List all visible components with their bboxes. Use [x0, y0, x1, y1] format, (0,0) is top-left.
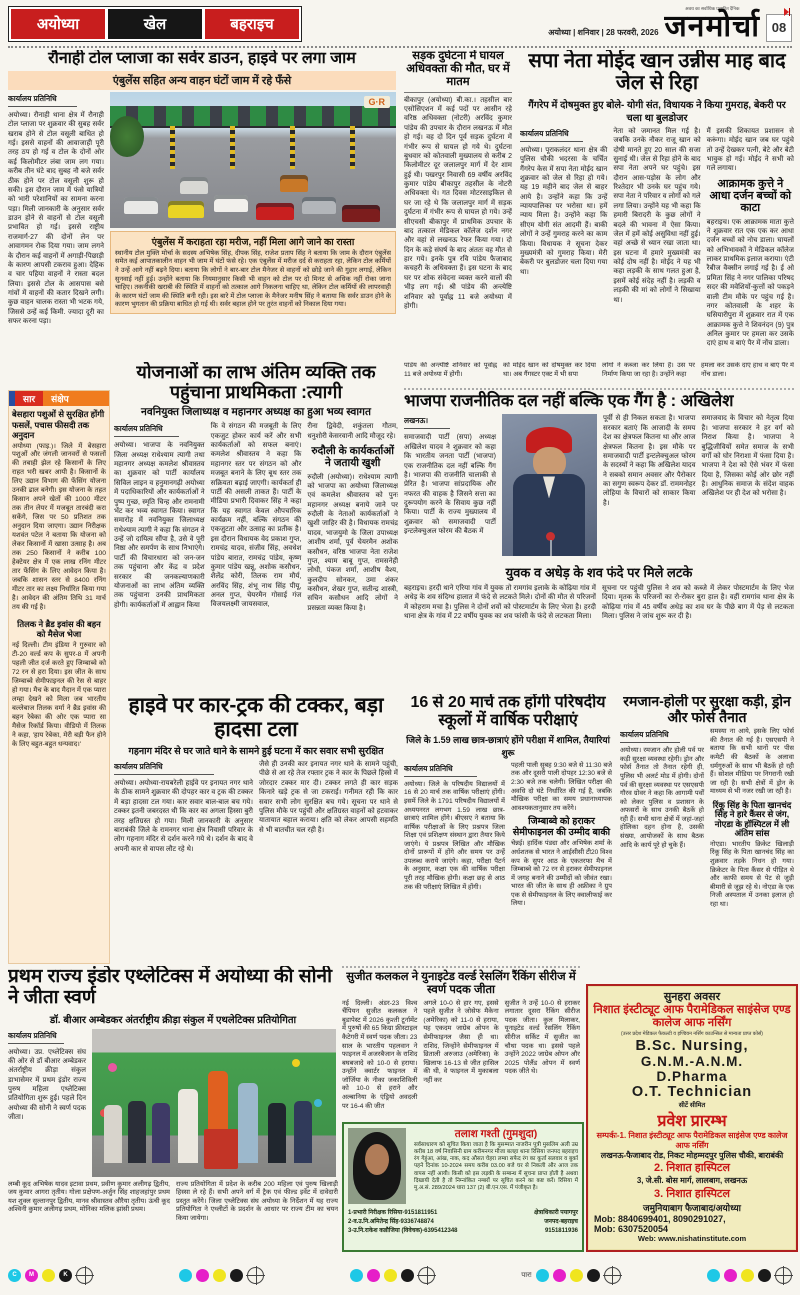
- cmyk-marks: [8, 1267, 93, 1284]
- ad-course: O.T. Technician: [631, 1084, 753, 1101]
- dateline: लखनऊ।: [404, 416, 450, 429]
- car: [124, 197, 158, 214]
- person: [104, 1105, 122, 1163]
- article-athletics: [8, 966, 338, 1256]
- missing-person-box: [342, 1122, 584, 1252]
- body-text: बीकापुर (अयोध्या) बी.का.। तहसील बार एसोसिएशन में कई पदों पर आसीन रहे वरिष्ठ अधिवक्ता (नोटरी) अरविंद कुमार पांडेय की उपचार के दौरान लखनऊ में मौत हो गई। वह दो दिन पूर्व सड़क दुर्घटना में गंभीर रूप से घायल हो गये थे। दुर्घटना बुधवार को कोतवाली मुख्यालय से करीब 2 किलोमीटर दूर जलालपुर मार्ग में देर शाम हुई थी। पखरपुर निवासी 69 वर्षीय अरविंद कुमार पांडेय बीकापुर तहसील के नोटरी अधिवक्ता थे। गत दिवस मोटरसाइकिल से घर जा रहे थे कि जलालपुर मार्ग में सड़क दुर्घटना में गंभीर रूप से घायल हो गये। उन्हें सीएचसी बीकापुर में प्राथमिक उपचार के बाद तत्काल मेडिकल कॉलेज दर्शन नगर और वहां से लखनऊ रेफर किया गया। दो दिन के कड़े संघर्ष के बाद अंततः वह मौत से हार गये। इनके पुत्र रवि पांडेय फैजाबाद कचहरी के अधिवक्ता हैं। इस घटना के बाद घर पर शोक संवेदना व्यक्त करने वालों की भीड़ लग गई। श्री पांडेय की अन्त्येष्टि शनिवार को पूर्वाह्न 11 बजे अयोध्या में होगी।: [404, 96, 512, 310]
- car: [180, 177, 208, 194]
- photo-logo: G·R: [364, 96, 391, 108]
- body-col: नई दिल्ली। अंडर-23 विश्व चैंपियन सुजीत कलकल ने बुडापेस्ट में 2026 कुश्ती टूर्नामेंट में पुरुषों की 65 किग्रा फ्रीस्टाइल कैटेगरी में स्वर्ण पदक जीता। 23 साल के भारतीय पहलवान ने फाइनल में अजरबैजान के राशिद बघबजादे को 10-0 से हराया। उन्होंने क्वार्टर फाइनल में जॉर्जिया के नीका जकाशिविली को 10-0 से हराने और अल्बानिया के एंड्रियो अवदली पर 16-4 की जीत: [342, 999, 418, 1110]
- ad-tagline: सुनहरा अवसर: [663, 991, 721, 1003]
- body-col: समाजवादी पार्टी (सपा) अध्यक्ष अखिलेश यादव ने शुक्रवार को कहा कि भारतीय जनता पार्टी (भाजपा) एक राजनीतिक दल नहीं बल्कि गैंग है। भाजपा की राजनीति चालाकी से प्रेरित है। भाजपा सांप्रदायिक और नफरत की वाहक है जिसने सत्ता का दुरूपयोग करने के सिवाय कुछ नहीं किया। पार्टी के राज्य मुख्यालय में शुक्रवार को समाजवादी पार्टी इन्टलेक्चुअल फोरम की बैठक में: [404, 434, 496, 536]
- headline: योजनाओं का लाभ अंतिम व्यक्ति तक पहुंचाना प्राथमिकता :त्यागी: [136, 362, 376, 403]
- continuation-text: हमला कर उसके दाएं हाथ व बाएं पैर में नोंच डाला।: [701, 362, 794, 378]
- car: [168, 201, 204, 218]
- person: [238, 1083, 258, 1163]
- body-col: रीना द्विवेदी, शकुंतला गौतम, धनुशोरी केसरवानी आदि मौजूद रहे।: [307, 423, 398, 440]
- mark-label: पार!: [521, 1271, 532, 1279]
- headline: रमजान-होली पर सुरक्षा कड़ी, ड्रोन और फोर्स तैनात: [623, 694, 791, 725]
- paper-title-block: [665, 6, 760, 42]
- byline: कार्यालय प्रतिनिधि: [520, 129, 583, 142]
- byline: कार्यालय प्रतिनिधि: [114, 424, 179, 437]
- crosshair-icon: [418, 1267, 435, 1284]
- body-col: पूर्वी से ही निकल सकता है। भाजपा सरकार बताएं कि आजादी के समय देश का क्षेत्रफल कितना था और आज क्षेत्रफल कितना है। इस मौके पर समाजवादी पार्टी इन्टलेक्चुअल फोरम के सदस्यों ने कहा कि अखिलेश यादव ने सबको समान अवसर और पैरोकार का सगुण स्वरूप देकर डॉ. राममनोहर लोहिया के विचारों को साकार किया है।: [603, 415, 696, 507]
- ad-mobile: Mob: 6307520054: [594, 1224, 669, 1235]
- body-col: नेता को जमानत मिल गई है। जबकि उनके नौकर राजू खान को दोषी मानते हुए 20 साल की सजा सुनाई थी। जेल से रिहा होने के बाद सपा नेता अपने घर पहुंचे। इस दौरान आस-पड़ोस के लोग और रिश्तेदार भी उनके घर पहुंच गये। सपा नेता ने परिवार व लोगों को गले लगा लिया। उन्होंने यह भी कहा कि हमारी बिरादरी के कुछ लोगों ने बदले की भावना में ऐसा किया। जेल में हमें कोई असुविधा नहीं हुई। वहां अच्छे से ध्यान रखा जाता था। इस घटना में हमारे मुख्यमंत्री का कोई दोष नहीं है। मोईद ने यह भी कहा लड़की के साथ गलत हुआ है, इसमें कोई संदेह नहीं है। लड़की व लड़की की मां को लोगों ने सिखाया था।: [613, 127, 701, 304]
- caption-col: लम्बी कूद अभिषेक यादव इटावा प्रथम, प्रवीण कुमार अलीगढ़ द्वितीय, जय कुमार आगरा तृतीय। गोला प्रक्षेपण-अर्जुन सिंह शाहजहांपुर प्रथम यश शुक्ल सुल्तानपुर द्वितीय, मानव श्रीवास्तव औरैया तृतीय। ऊंची कूद अश्विनी कुमार अलीगढ़ प्रथम, मोनिका मलिक झांसी प्रथम।: [8, 1180, 170, 1214]
- body-col: समस्या ना आये, इसके लिए फोर्स की तैनात की गई है। एसएसपी ने बताया कि सभी थानों पर पीस कमेटी की बैठकों के अलावा धर्मगुरुओं के साथ भी बैठकें हो रही हैं। सोशल मीडिया पर निगरानी रखी जा रही है। सभी क्षेत्रों में ड्रोन के माध्यम से भी नजर रखी जा रही है।: [710, 728, 794, 796]
- masthead: [8, 6, 792, 46]
- missing-person-photo: [348, 1128, 406, 1204]
- article-sujeet: [342, 966, 580, 1118]
- headline: रौनाही टोल प्लाजा का सर्वर डाउन, हाइवे पर लगा जाम: [48, 50, 356, 67]
- ad-mobile: Mob: 8840699401, 8090291027,: [594, 1214, 726, 1225]
- body-col: सुजीत ने उन्हें 10-0 से हराकर लगातार दूसरा रैंकिंग सीरीज पदक जीता। कुल मिलाकर, यूनाइटेड वर्ल्ड रेसलिंग रैंकिंग सीरीज सर्किट में सुजीत का चौथा पदक था। इससे पहले उन्होंने 2022 जाग्रेब ओपन और 2025 पोलैंड ओपन में स्वर्ण पदक जीते थे।: [504, 999, 580, 1076]
- caption-col: राज्य प्रतियोगिता में प्रदेश के करीब 200 महिला एवं पुरुष खिलाड़ी हिस्सा ले रहे हैं। सभी अपने वर्ग में ट्रैक एवं फील्ड इवेंट में दावेदारी प्रस्तुत करेंगे। जिला एथ्लेटिक्स संघ अयोध्या के निर्देशन में यह राज्य प्रतियोगिता ने एथ्लीटों के प्रदर्शन के आधार पर राज्य टीम का चयन किया जायेगा।: [176, 1180, 338, 1222]
- body-col: कि वे संगठन की मजबूती के लिए एकजुट होकर कार्य करें और सभी कार्यकर्ताओं को सफल बनाएं। कमलेश श्रीवास्तव ने कहा कि महानगर स्तर पर संगठन को और मजबूत बनाने के लिए बूथ स्तर तक सक्रियता बढ़ाई जाएगी। कार्यकर्ता ही पार्टी की असली ताकत हैं। पार्टी के मीडिया प्रभारी दिवाकर सिंह ने कहा कि यह स्वागत केवल औपचारिक कार्यक्रम नहीं, बल्कि संगठन की एकजुटता और उत्साह का प्रतीक है। इस दौरान विधायक वेद प्रकाश गुप्त, रामचंद्र यादव, संजीव सिंह, अवधेश पांडेय बारात, रामचंद्र पांडेय, कृष्ण कुमार पांडेय खन्नू, अशोक कसौधन, शैलेंद्र कोरी, तिलक राम मौर्य, अरविंद सिंह, शंभू नाथ सिंह पीयू, अनल गुप्त, चेयरमैन गोसाई गंज विजयलक्ष्मी जायसवाल,: [210, 423, 302, 609]
- saar-header: [8, 390, 110, 406]
- ambulance-box: [110, 231, 396, 314]
- cmyk-marks: [179, 1267, 264, 1284]
- car: [256, 203, 294, 220]
- person: [152, 1103, 170, 1163]
- body-col: अयोध्या। रमजान और होली पर्व पर कड़ी सुरक्षा व्यवस्था रहेगी। ड्रोन और फोर्स तैनात तो तैनात रहेगी ही, पुलिस भी अलर्ट मोड में होगी। दोनों पर्व की सुरक्षा व्यवस्था पर एसएसपी गौरव ग्रोवर ने कहा कि आगामी पर्वों को लेकर पुलिस व प्रशासन के अफसरों के साथ उनकी बैठकें हो रही हैं। सभी थाना क्षेत्रों में जहां-जहां होलिका दहन होना है, उसकी संख्या, आयोजकों के साथ बैठक आदि के कार्य पूरे हो चुके हैं।: [620, 747, 704, 849]
- car: [342, 205, 380, 222]
- yellow-dot: [42, 1269, 55, 1282]
- cmyk-marks: [350, 1267, 435, 1284]
- byline: कार्यालय प्रतिनिधि: [404, 764, 477, 777]
- body-text: अयोध्या (फाइ.)। जिले में बेसहारा पशुओं और जंगली जानवरों से फसलों की तबाही झेल रहे किसानों के लिए राहत भरी खबर आयी है। किसानों के लिए उद्यान विभाग की फेंसिंग योजना उनकी ढाल बनेगी। इस योजना के तहत किसान अपने खेतों की 1000 मीटर तक तीन लेयर में मजबूत तारबंदी करा सकेंगे, जिस पर 50 प्रतिशत तक अनुदान दिया जाएगा। उद्यान निरीक्षक यशवंत पटेल ने बताया कि योजना को लेकर किसानों में खासा उत्साह है। अब तक 250 किसानों ने करीब 100 हेक्टेयर क्षेत्र में एक लाख रनिंग मीटर तार फेंसिंग के लिए आवेदन किया है। जबकि शासन स्तर से 8400 रनिंग मीटर तार का लक्ष्य निर्धारित किया गया है। आवेदन की अंतिम तिथि 31 मार्च तय की गई है।: [12, 442, 106, 611]
- headline-zimbabwe: जिम्बाब्वे को हराकर सेमीफाइनल की उम्मीद बाकी: [512, 816, 611, 838]
- missing-title: तलाश गश्ती (गुमशुदा): [454, 1128, 538, 1140]
- headline-tilak: तिलक ने ब्रैड इवांस की बहन को मैसेज भेजा: [17, 618, 101, 640]
- headline-rudauli: रुदौली के कार्यकर्ताओं ने जतायी खुशी: [311, 445, 395, 469]
- body-col: अगले 10-0 से हार गए, इससे पहले सुजीत ने जोसेफ मैकेना (अमेरिका) को 11-0 से हराया, यह एकदम जाग्रेब ओपन के सेमीफाइनल जैसा ही था। राशिद, जिन्होंने सेमीफाइनल में व्रिताली अरुजाउ (अमेरिका) के खिलाफ 16-13 से जीत हासिल की थी, वे फाइनल में मुकाबला नहीं कर: [423, 999, 499, 1084]
- article-toll: [8, 50, 396, 384]
- body-col: अयोध्या। अयोध्या-रायबरेली हाईवे पर इनायत नगर थाने के ठीक सामने शुक्रवार की दोपहर कार व ट्रक की टक्कर में बड़ा हादसा टल गया। कार सवार बाल-बाल बच गये। टक्कर इतनी जबरदस्त थी कि कार का अगला हिस्सा बुरी तरह क्षतिग्रस्त हो गया। मिली जानकारी के अनुसार बाराबंकी जिले के रामनगर थाना क्षेत्र निवासी परिवार के लोग गहनाग मंदिर से दर्शन करने गये थे। दर्शन के बाद वे अपनी कार से वापस लौट रहे थे।: [114, 780, 253, 853]
- body-col: अयोध्या। भाजपा के नवनियुक्त जिला अध्यक्ष राधेश्याम त्यागी तथा महानगर अध्यक्ष कमलेश श्रीवास्तव का शुक्रवार को पार्टी कार्यालय सिविल लाइन व हनुमानगढ़ी अयोध्या में पदाधिकारियों और कार्यकर्ताओं ने पुष्प गुच्छ, स्मृति चिन्ह और रामनामी भेंट कर भव्य स्वागत किया। स्वागत समारोह में नवनियुक्त जिलाध्यक्ष राधेश्याम त्यागी ने कहा कि संगठन ने उन्हें जो दायित्व सौंपा है, उसे वे पूरी निष्ठा और समर्पण के साथ निभाएंगे। पार्टी की विचारधारा को जन-जन तक पहुंचाना और केंद्र व प्रदेश सरकार की जनकल्याणकारी योजनाओं का लाभ अंतिम व्यक्ति तक पहुंचाना उनकी प्राथमिकता होगी। कार्यकर्ताओं में आह्वान किया: [114, 442, 205, 609]
- header-rule: [8, 46, 792, 48]
- crosshair-icon: [775, 1267, 792, 1284]
- nursing-college-ad: [586, 984, 798, 1252]
- ad-contact1: सम्पर्कः-1. निशात इंस्टीट्यूट आफ पैरामेडिकल साइंसेज एण्ड कालेज आफ नर्सिंग: [596, 1131, 788, 1151]
- crosshair-icon: [76, 1267, 93, 1284]
- podium-photo: [92, 1029, 336, 1177]
- ad-address3: जमुनियाबाग फैजाबाद/अयोध्या: [642, 1203, 742, 1214]
- subheadline: डॉ. बीआर अम्बेडकर अंतर्राष्ट्रीय क्रीड़ा संकुल में एथलेटिक्स प्रतियोगिता: [49, 1014, 297, 1026]
- sankshep-tag: संक्षेप: [43, 390, 110, 406]
- paper-title: जनमोर्चा: [664, 10, 760, 43]
- article-advocate: [404, 50, 512, 384]
- cyan-dot: C: [8, 1269, 21, 1282]
- headline: सड़क दुर्घटना में घायल अधिवक्ता की मौत, घर में मातम: [404, 50, 512, 93]
- body-col: अयोध्या। पूराकलंदर थाना क्षेत्र की पुलिस चौकी भदरसा के चर्चित गैंगरेप केस में सपा नेता मोईद खान शुक्रवार को जेल से रिहा हो गये। यह 19 महीने बाद जेल से बाहर आये है। उन्होंने कहा कि उन्हें न्यायपालिका पर भरोसा था। हमें न्याय मिला है। उन्होंने कहा कि सीएम योगी संत आदमी हैं। बाकी लोगों ने उन्हें गुमराह करने का काम किया। विधायक ने सूचना देकर मुख्यमंत्री को गुमराह किया। मेरी बेकरी पर बुलडोजर चला दिया गया था।: [520, 146, 608, 276]
- ad-course: G.N.M.-A.N.M.: [640, 1054, 744, 1070]
- officer-phone: 9151811936: [544, 1228, 578, 1234]
- article-highway: [114, 694, 398, 960]
- byline: कार्यालय प्रतिनिधि: [8, 1031, 64, 1044]
- article-dog: [707, 127, 794, 349]
- officer: क्षेत्राधिकारी पयागपुर: [534, 1210, 578, 1216]
- headline: हाइवे पर कार-ट्रक की टक्कर, बड़ा हादसा टला: [128, 694, 384, 741]
- headline: प्रथम राज्य इंडोर एथ्लेटिक्स में अयोध्या की सोनी ने जीता स्वर्ण: [8, 966, 332, 1009]
- continuation-text: लोगों ने कब्जा कर लिया है। उस पर निर्माण किया जा रहा है। उन्होंने कहा: [602, 362, 695, 378]
- byline: कार्यालय प्रतिनिधि: [8, 94, 77, 107]
- headline: सुजीत कलकल ने युनाइटेड वर्ल्ड रेसलिंग रैंकिंग सीरीज में स्वर्ण पदक जीता: [342, 966, 580, 997]
- car: [280, 175, 308, 192]
- continuation-text: पांडेय की अन्त्येष्टि शनिवार को पूर्वाह्न 11 बजे अयोध्या में होगी।: [404, 362, 497, 378]
- magenta-dot: M: [25, 1269, 38, 1282]
- podium-block: [204, 1129, 238, 1169]
- crosshair-icon: [247, 1267, 264, 1284]
- article-exams: [404, 694, 612, 960]
- headline-yuvak: युवक व अधेड़ के शव फंदे पर मिले लटके: [505, 565, 693, 581]
- print-registration-marks: [8, 1262, 792, 1288]
- ad-contact3: 3. निशात हास्पिटल: [654, 1188, 730, 1201]
- headline: सपा नेता मोईद खान उन्नीस माह बाद जेल से रिहा: [528, 50, 786, 95]
- ad-contact2: 2. निशात हास्पिटल: [654, 1162, 730, 1175]
- body-col: जैसे ही उनकी कार इनायत नगर थाने के सामने पहुंची, पीछे से आ रहे तेज रफ्तार ट्रक ने कार के पिछले हिस्से में जोरदार टक्कर मार दी। टक्कर लगते ही कार सड़क किनारे खड़े ट्रक से जा टकराई। गनीमत रही कि कार सवार सभी लोग सुरक्षित बच गये। सूचना पर थाने से पुलिस मौके पर पहुंची और क्षतिग्रस्त वाहनों को हटवाकर यातायात बहाल कराया। क्षति को लेकर आपसी सहमति से भी बातचीत चल रही है।: [259, 761, 398, 834]
- body-text: अयोध्या। रौनाही थाना क्षेत्र में रौनाही टोल प्लाजा पर शुक्रवार की सुबह सर्वर खराब होने से टोल वसूली बाधित हो गई। इससे वाहनों की आवाजाही पूरी तरह ठप हो गई व टोल के दोनों ओर कई किलोमीटर लंबा जाम लग गया। करीब तीन घंटे बाद सुबह नौ बजे सर्वर ठीक होने पर टोल वसूली शुरू हो सकी। इस दौरान जाम में फंसे यात्रियों को भारी परेशानियों का सामना करना पड़ा। मिली जानकारी के अनुसार सर्वर डाउन होने से वाहनों से टोल वसूली प्रभावित हो गई। इससे राष्ट्रीय राजमार्ग-27 की दोनों लेन पर आवागमन रोक दिया गया। जाम लगने के दौरान कई वाहनों में अगाड़ी-पिछाड़ी के कारण आपसी टकराव हुआ। देहिक व चार पहिया वाहनों ने रास्ता बदल लिया। इससे टोल के आसपास बसे गांवों में वाहनों की कतार दिखने लगी। कुछ वाहन चालक रास्ता भी भटक गये, जिससे उन्हें कई किमी. ज्यादा दूरी का सफर करना पड़ा।: [8, 111, 104, 326]
- akhilesh-photo: [502, 414, 597, 556]
- article-moid: [520, 50, 794, 384]
- page-number: 08: [766, 14, 792, 42]
- ad-admission: प्रवेश प्रारम्भ: [657, 1113, 727, 1131]
- article-schemes: [114, 362, 398, 688]
- contact-line: 1-प्रभारी निरीक्षक रिसिया-9151811951: [348, 1210, 438, 1216]
- ad-course: D.Pharma: [656, 1069, 728, 1085]
- sidebar-saar-sankshep: [8, 390, 110, 964]
- body-rudauli: रुदौली (अयोध्या)। राधेश्याम त्यागी को भाजपा का अयोध्या जिलाध्यक्ष एवं कमलेश श्रीवास्तव को पुनः महानगर अध्यक्ष बनाये जाने पर रुदौली के नेताओं कार्यकर्ताओं ने खुशी जाहिर की है। विधायक रामचंद्र यादव, भाजयुमो के जिला उपाध्यक्ष आशीष शर्मा, पूर्व चेयरमैन अशोक कसौधन, वरिष्ठ भाजपा नेता राजेश गुप्त, श्याम बाबू गुप्त, रामसनेही लोधी, पंकज शर्मा, आशीष वैश्य, कुलदीप सोनकर, उमा शंकर कसौधन, शेखर गुप्त, सतीन्द्र शास्त्री, सचिन कसौधन आदि लोगों ने प्रसन्नता व्यक्त किया है।: [307, 473, 398, 612]
- person: [294, 1101, 312, 1163]
- headline: आक्रामक कुत्ते ने आधा दर्जन बच्चों को काटा: [709, 177, 792, 215]
- car: [302, 197, 336, 214]
- masthead-right: [548, 6, 792, 42]
- body-col: अयोध्या। जिले के परिषदीय विद्यालयों में 16 से 20 मार्च तक वार्षिक परीक्षाएं होंगी। इसमें जिले के 1791 परिषदीय विद्यालयों में अध्ययनरत लगभग 1.59 लाख छात्र-छात्राएं शामिल होंगे। बीएसए ने बताया कि वार्षिक परीक्षाओं के लिए प्रश्नपत्र जिला शिक्षा एवं प्रशिक्षण संस्थान द्वारा तैयार किये जाएंगे। ये प्रश्नपत्र लिखित और मौखिक दोनों प्रारूपों में होंगे और समय पर उन्हें उपलब्ध कराये जाएंगे। कहा, परीक्षा पैटर्न के अनुसार, कक्षा एक की वार्षिक परीक्षा पूरी तरह मौखिक होगी। कक्षा छह से आठ तक की परीक्षाएं लिखित में होंगी।: [404, 780, 505, 891]
- saar-tag: सार: [15, 390, 43, 406]
- missing-body: सर्वसाधारण को सूचित किया जाता है कि मुसम्मात नाजरीन पुत्री मुसलिम अली उम्र करीब 18 वर्ष निवासिनी ग्राम करीमनगर मौजा बलहा थाना रिसिया जनपद बहराइच रंग गेहुंआ, आंख, नाक, कद औसत चेहरा लम्बा सफेद रंग का कुर्ता सलवार व बुर्का पहने दिनांक 10-2024 समय करीब 03.00 बजे घर से निकली और आज तक वापस नहीं आयी। किसी को इस लड़की के सम्बन्ध में सूचना प्राप्त होती है अथवा दिखायी देती है तो निम्नांकित नम्बरों पर सूचित करने का कष्ट करें। रिसिया में मु.अ.सं. 289/2024 धारा 137 (2) बी.एन.एस. में पंजीकृत है।: [414, 1142, 578, 1191]
- body-col: समाजवाद के विचार को नेतृत्व दिया है। भाजपा सरकार ने हर वर्ग को निराश किया है। भाजपा ने बुद्धिजीवियों समेत समाज के सभी वर्गों को घोर निराशा में फंसा दिया है। भाजपा ने देश को ऐसे भंवर में फंसा दिया है, जिसका कोई ओर छोर नहीं है। आधुनिक समाज के संदेश वाहक अखिलेश पर ही देश को भरोसा है।: [701, 415, 794, 498]
- headline: भाजपा राजनीतिक दल नहीं बल्कि एक गैंग है : अखिलेश: [404, 392, 734, 410]
- ad-course: B.Sc. Nursing,: [635, 1038, 749, 1055]
- tab-khel: खेल: [108, 9, 202, 39]
- contact-line: 2-व.उ.नि.अमितेन्द्र सिंह-9336748874: [348, 1219, 434, 1225]
- subheadline: गैंगरेप में दोषमुक्त हुए बोले- योगी संत, विधायक ने किया गुमराह, बेकरी पर चला था बुलडोजर: [528, 99, 786, 124]
- body-col: बहराइच। हरदी थाने एरिया गांव में युवक तो रामगांव इलाके के कोढ़िया गांव में अधेड़ के शव संदिग्ध हालात में फंदे से लटकते मिले। दोनों की मौत से परिजनों में कोहराम मचा है। पुलिस ने दोनों शवों को पोस्टमार्टम के लिए भेजा है। हरदी थाना क्षेत्र के गांव में 22 वर्षीय युवक का शव फांसी के फंदे से लटकता मिला।: [404, 585, 596, 621]
- person: [178, 1089, 198, 1163]
- ad-seats: सीटें सीमित: [678, 1102, 706, 1110]
- ad-address2: 3, जे.सी. बोस मार्ग, लालबाग, लखनऊ: [636, 1176, 748, 1186]
- headline: बेसहारा पशुओं से सुरक्षित होंगी फसलें, पचास फीसदी तक अनुदान: [12, 409, 105, 440]
- toll-plaza-photo: [110, 92, 396, 228]
- intro-text: अयोध्या। उप्र. एथ्लेटिक्स संघ की ओर से डॉ बीआर अम्बेडकर अंतर्राष्ट्रीय क्रीड़ा संकुल डाभासेमर में प्रथम इंडोर राज्य पुरुष महिला एथ्लेटिक्स प्रतियोगिता शुरू हुई। पहले दिन अयोध्या की सोनी ने स्वर्ण पदक जीता।: [8, 1048, 86, 1122]
- byline: कार्यालय प्रतिनिधि: [114, 762, 214, 775]
- headline: 16 से 20 मार्च तक होंगी परिषदीय स्कूलों में वार्षिक परीक्षाएं: [410, 694, 606, 729]
- box-body: स्थानीय टोल मुक्ति मोर्चा के सदस्य अभिषेक सिंह, दीपक सिंह, राजेश प्रताप सिंह ने बताया कि जाम के दौरान एंबुलेंस समेत कई आपातकालीन वाहन भी जाम में घंटों फंसे रहे। एक एंबुलेंस में मरीज दर्द से कराहता रहा, लेकिन टोल कर्मियों ने उन्हें आगे नहीं बढ़ने दिया। बताया कि लोगों ने बार-बार टोल मैनेजर से वाहनों को छोड़े जाने की गुहार लगाई, लेकिन सुनवाई नहीं हुई। उन्होंने बताया कि नियमानुसार किसी भी वाहन को टोल पर दो मिनट से अधिक नहीं रोका जाना चाहिए। तकनीकी खराबी की स्थिति में वाहनों को तत्काल आगे निकलना चाहिए था, लेकिन टोल कर्मियों की लापरवाही के कारण घंटों जाम की स्थिति बनी रही। इस बारे में टोल प्लाजा के मैनेजर मनीष सिंह ने बताया कि सर्वर डाउन होने के कारण भुगतान की प्रक्रिया बाधित हो गई थी। सर्वर बहाल होने पर तुरंत वाहनों को निकाल दिया गया।: [115, 249, 391, 309]
- cmyk-marks: [707, 1267, 792, 1284]
- car: [214, 195, 248, 212]
- body-text-tilak: नई दिल्ली। टीम इंडिया ने गुरुवार को टी-20 वर्ल्ड कप के सुपर-8 में अपनी पहली जीत दर्ज करते हुए जिम्बाब्वे को 72 रन से हरा दिया। इस जीत के साथ जिम्बाब्वे सेमीफाइनल की रेस से बाहर हो गया। मैच के बाद मैदान में एक प्यारा लम्हा देखने को मिला जब भारतीय बल्लेबाज तिलक वर्मा ने ब्रैड इवांस की बहन रेबेका की ओर एक प्यारा सा मैसेज रिकॉर्ड किया। वीडियो में तिलक ने कहा, 'हाय रेबेका, मेरी बड़ी फैन होने के लिए बहुत-बहुत धन्यवाद।': [12, 641, 106, 748]
- tab-ayodhya: अयोध्या: [11, 9, 105, 39]
- subheadline: एंबुलेंस सहित अन्य वाहन घंटों जाम में रहे फँसे: [8, 71, 396, 90]
- dateline: अयोध्या | शनिवार | 28 फरवरी, 2026: [548, 28, 659, 37]
- flag-icon: [789, 8, 790, 16]
- contact-line: 3-उ.नि.राकेश कन्नौजिया (विवेचक)-6395412348: [348, 1228, 458, 1234]
- subheadline: जिले के 1.59 लाख छात्र-छात्राएं होंगे परीक्षा में शामिल, तैयारियां शुरू: [406, 734, 610, 758]
- article-ramzan: [620, 694, 794, 960]
- subheadline: गहनाग मंदिर से घर जाते थाने के सामने हुई घटना में कार सवार सभी सुरक्षित: [128, 746, 384, 758]
- black-dot: K: [59, 1269, 72, 1282]
- district: जनपद-बहराइच: [544, 1219, 578, 1225]
- cmyk-marks: [521, 1267, 621, 1284]
- edition-tabs: [8, 6, 302, 42]
- article-akhilesh: [404, 362, 794, 688]
- body-col: सूचना पर पहुंची पुलिस ने शव को कब्जे में लेकर पोस्टमार्टम के लिए भेज दिया। मृतक के परिजनों का रो-रोकर बुरा हाल है। वहीं रामगांव थाना क्षेत्र के कोढ़िया गांव में 45 वर्षीय अधेड़ का शव घर के पीछे बाग में पेड़ से लटकता मिला। पुलिस ने जांच शुरू कर दी है।: [602, 585, 794, 621]
- body-col: मैं इसकी शिकायत प्रशासन से करूंगा। मोईद खान जब घर पहुंचे तो उन्हें देखकर पत्नी, बेटे और बेटी भावुक हो गई। मोईद ने सभी को गले लगाया।: [706, 127, 794, 173]
- continuation-text: को मोईद खान को दोषमुक्त कर दिया था। अब गैंगस्टर एक्ट में भी सपा: [503, 362, 596, 378]
- body-zimbabwe: चेन्नई। हार्दिक पंड्या और अभिषेक शर्मा के अर्धशतक से भारत ने आईसीसी टी20 विश्व कप के सुपर आठ के एकतरफा मैच में जिम्बाब्वे को 72 रन से हराकर सेमीफाइनल में जगह बनाने की उम्मीदों को जीवंत रखा। भारत की जीत के साथ ही अफ्रीका ने ग्रुप एक से सेमीफाइनल के लिए क्वालीफाई कर लिया।: [511, 840, 612, 908]
- ad-website: Web: www.nishatinstitute.com: [637, 1234, 747, 1244]
- ad-accreditation: (उत्तर प्रदेश मेडिकल फैकल्टी व इण्डियन नर्सिंग काउन्सिल से मान्यता प्राप्त कोर्स): [621, 1031, 763, 1038]
- body-col: पहली पाली सुबह 9:30 बजे से 11:30 बजे तक और दूसरी पाली दोपहर 12:30 बजे से 2:30 बजे तक चलेगी। लिखित परीक्षा की अवधि दो घंटे निर्धारित की गई है, जबकि मौखिक परीक्षा का समय प्रधानाध्यापक आवश्यकतानुसार तय करेंगे।: [511, 761, 612, 812]
- ad-institute-name: निशात इंस्टीट्यूट आफ पैरामेडिकल साइंसेज एण्ड कालेज आफ नर्सिंग: [593, 1004, 791, 1030]
- body-text: बहराइच। एक आक्रामक माता कुत्ते ने शुक्रवार रात एक एक कर आधा दर्जन बच्चों को नोच डाला। घायलों को अभिभावकों ने मेडिकल कॉलेज लाकर प्राथमिक इलाज कराया। एंटी रैबीज वैक्सीन लगाई गई है। ई ओ प्रमिता सिंह ने नगर पालिका परिषद सदर की मवेशियों-कुत्तों को पकड़ने वाली टीम मौके पर पहुंच गई है। नगर कोतवाली के शहर के घसियारीपुरा में शुक्रवार रात में एक आक्रामक कुत्ते ने शिवनंदन (9) पुत्र अनिल कुमार पर हमला कर उसके दाएं हाथ व बाएं पैर में नोंच डाला।: [706, 218, 794, 348]
- body-rinku: नोएडा। भारतीय क्रिकेट खिलाड़ी रिंकू सिंह के पिता खानचंद सिंह का शुक्रवार तड़के निधन हो गया। क्रिकेटर के पिता कैंसर से पीड़ित थे और काफी समय से पेट से जुड़ी बीमारी से जूझ रहे थे। नोएडा के एक निजी अस्पताल में उनका इलाज हो रहा था।: [710, 840, 794, 908]
- subheadline: नवनियुक्त जिलाध्यक्ष व महानगर अध्यक्ष का हुआ भव्य स्वागत: [141, 406, 371, 419]
- person: [128, 1101, 146, 1163]
- paper-tagline: अवध का सर्वाधिक प्रसारित दैनिक: [685, 6, 740, 11]
- box-title: एंबुलेंस में कराहता रहा मरीज, नहीं मिला आगे जाने का रास्ता: [151, 236, 355, 248]
- byline: कार्यालय प्रतिनिधि: [620, 730, 680, 743]
- blue-mark: [8, 390, 15, 406]
- tree: [110, 116, 144, 157]
- tab-bahraich: बहराइच: [205, 9, 299, 39]
- crosshair-icon: [604, 1267, 621, 1284]
- person: [268, 1103, 286, 1163]
- headline-rinku: रिंकू सिंह के पिता खानचंद सिंह ने हारे कैंसर से जंग, नोएडा के हॉस्पिटल में ली अंतिम सांस: [712, 799, 792, 839]
- ad-address1: लखनऊ-फैजाबाद रोड, निकट मोहम्मदपुर पुलिस चौकी, बाराबंकी: [600, 1150, 784, 1160]
